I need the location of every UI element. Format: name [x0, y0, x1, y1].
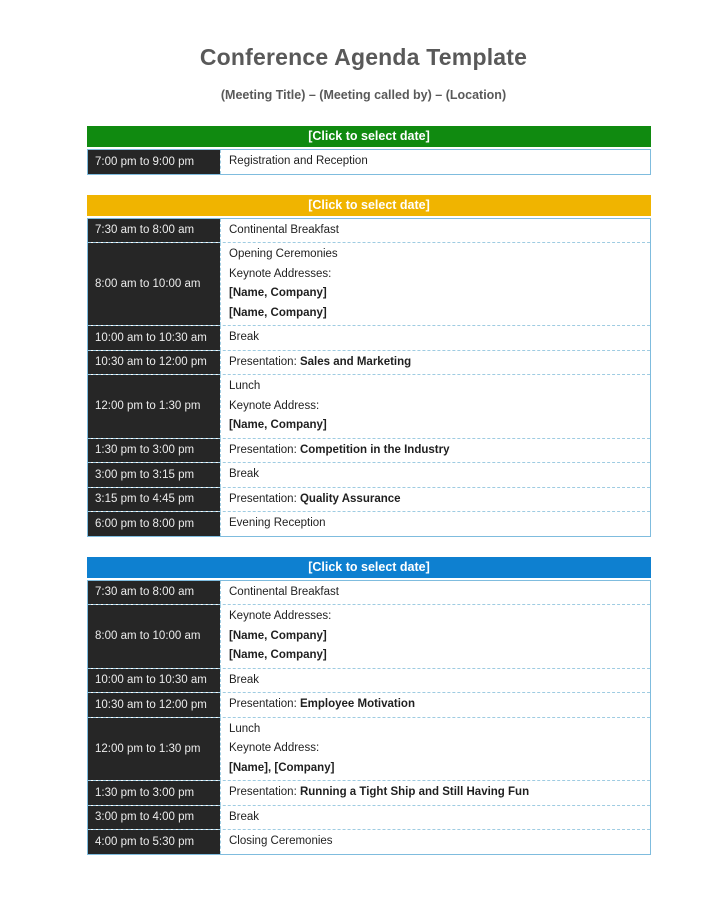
date-select-header-green[interactable]: [Click to select date] [87, 126, 651, 147]
date-select-header-yellow[interactable]: [Click to select date] [87, 195, 651, 216]
agenda-section-yellow [87, 195, 651, 537]
session-line: Continental Breakfast [229, 585, 339, 598]
time-cell: 12:00 pm to 1:30 pm [88, 375, 220, 438]
time-cell: 10:00 am to 10:30 am [88, 326, 220, 350]
time-cell: 3:15 pm to 4:45 pm [88, 488, 220, 512]
session-cell [220, 326, 650, 350]
session-line: Evening Reception [229, 517, 326, 529]
time-cell: 1:30 pm to 3:00 pm [88, 439, 220, 463]
session-cell [220, 463, 650, 487]
date-select-header-blue[interactable]: [Click to select date] [87, 557, 651, 578]
session-line [229, 759, 642, 779]
session-line: Break [229, 468, 260, 480]
session-line-bold: [Name, Company] [229, 287, 327, 299]
agenda-row [88, 806, 650, 831]
page-subtitle: (Meeting Title) – (Meeting called by) – (Location) [220, 88, 507, 102]
agenda-row [88, 669, 650, 694]
session-cell [220, 439, 650, 463]
agenda-row [88, 463, 650, 488]
session-cell [220, 150, 650, 174]
agenda-row [88, 512, 650, 536]
agenda-table-green [87, 149, 651, 175]
time-cell: 4:00 pm to 5:30 pm [88, 830, 220, 854]
session-cell [220, 830, 650, 854]
session-cell [220, 219, 650, 243]
session-line-bold: Employee Motivation [299, 698, 415, 710]
session-line-bold: Quality Assurance [299, 492, 401, 505]
agenda-row [88, 830, 650, 854]
agenda-table-yellow [87, 218, 651, 537]
agenda-sections [87, 126, 651, 855]
session-cell [220, 243, 650, 325]
session-line: Presentation: Running a Tight Ship and Still Having Fun [229, 786, 530, 798]
agenda-row [88, 581, 650, 606]
session-line [229, 627, 642, 647]
agenda-row [88, 150, 650, 174]
time-cell: 1:30 pm to 3:00 pm [88, 781, 220, 805]
session-line-bold: Sales and Marketing [299, 355, 412, 368]
time-cell: 8:00 am to 10:00 am [88, 605, 220, 668]
session-line [229, 416, 642, 436]
session-cell [220, 488, 650, 512]
session-line: Registration and Reception [229, 155, 368, 167]
agenda-row [88, 488, 650, 513]
session-line-bold: Running a Tight Ship and Still Having Fun [299, 786, 530, 798]
session-line: Break [229, 673, 260, 686]
session-line-bold: [Name], [Company] [229, 761, 335, 774]
session-line-bold: [Name, Company] [229, 649, 327, 661]
time-cell: 10:00 am to 10:30 am [88, 669, 220, 693]
session-line-bold: Competition in the Industry [299, 443, 450, 456]
agenda-row [88, 781, 650, 806]
time-cell: 7:00 pm to 9:00 pm [88, 150, 220, 174]
time-cell: 10:30 am to 12:00 pm [88, 693, 220, 717]
session-line: Lunch [229, 722, 261, 735]
time-cell: 10:30 am to 12:00 pm [88, 351, 220, 375]
session-cell [220, 669, 650, 693]
session-cell [220, 375, 650, 438]
session-line: Lunch [229, 380, 261, 392]
session-cell [220, 581, 650, 605]
agenda-row [88, 351, 650, 376]
session-line: Closing Ceremonies [229, 835, 333, 847]
session-line: Keynote Address: [229, 742, 320, 754]
agenda-section-blue [87, 557, 651, 855]
time-cell: 8:00 am to 10:00 am [88, 243, 220, 325]
time-cell: 12:00 pm to 1:30 pm [88, 718, 220, 781]
session-line: Keynote Addresses: [229, 610, 332, 622]
time-cell: 6:00 pm to 8:00 pm [88, 512, 220, 536]
page-title: Conference Agenda Template [199, 44, 528, 70]
agenda-row [88, 693, 650, 718]
time-cell: 7:30 am to 8:00 am [88, 219, 220, 243]
time-cell: 7:30 am to 8:00 am [88, 581, 220, 605]
agenda-section-green [87, 126, 651, 175]
session-line-bold: [Name, Company] [229, 629, 327, 642]
session-cell [220, 806, 650, 830]
session-line-bold: [Name, Company] [229, 306, 327, 319]
session-line: Keynote Address: [229, 399, 320, 412]
session-line [229, 284, 642, 304]
session-line: Presentation: Quality Assurance [229, 492, 401, 505]
agenda-row [88, 243, 650, 326]
session-cell [220, 512, 650, 536]
agenda-row [88, 718, 650, 782]
session-line: Presentation: Sales and Marketing [229, 355, 412, 368]
session-cell [220, 718, 650, 781]
agenda-row [88, 439, 650, 464]
session-cell [220, 781, 650, 805]
agenda-row [88, 605, 650, 669]
agenda-table-blue [87, 580, 651, 855]
session-line: Presentation: Competition in the Industry [229, 443, 450, 456]
session-line: Break [229, 810, 260, 823]
session-line: Opening Ceremonies [229, 248, 338, 260]
session-cell [220, 351, 650, 375]
session-line: Presentation: Employee Motivation [229, 698, 415, 710]
session-line [229, 646, 642, 666]
session-line: Continental Breakfast [229, 223, 339, 236]
agenda-row [88, 375, 650, 439]
session-line [229, 304, 642, 324]
session-line-bold: [Name, Company] [229, 419, 327, 431]
session-line: Break [229, 331, 260, 343]
session-cell [220, 605, 650, 668]
time-cell: 3:00 pm to 3:15 pm [88, 463, 220, 487]
time-cell: 3:00 pm to 4:00 pm [88, 806, 220, 830]
session-cell [220, 693, 650, 717]
agenda-row [88, 326, 650, 351]
agenda-row [88, 219, 650, 244]
session-line: Keynote Addresses: [229, 267, 332, 280]
